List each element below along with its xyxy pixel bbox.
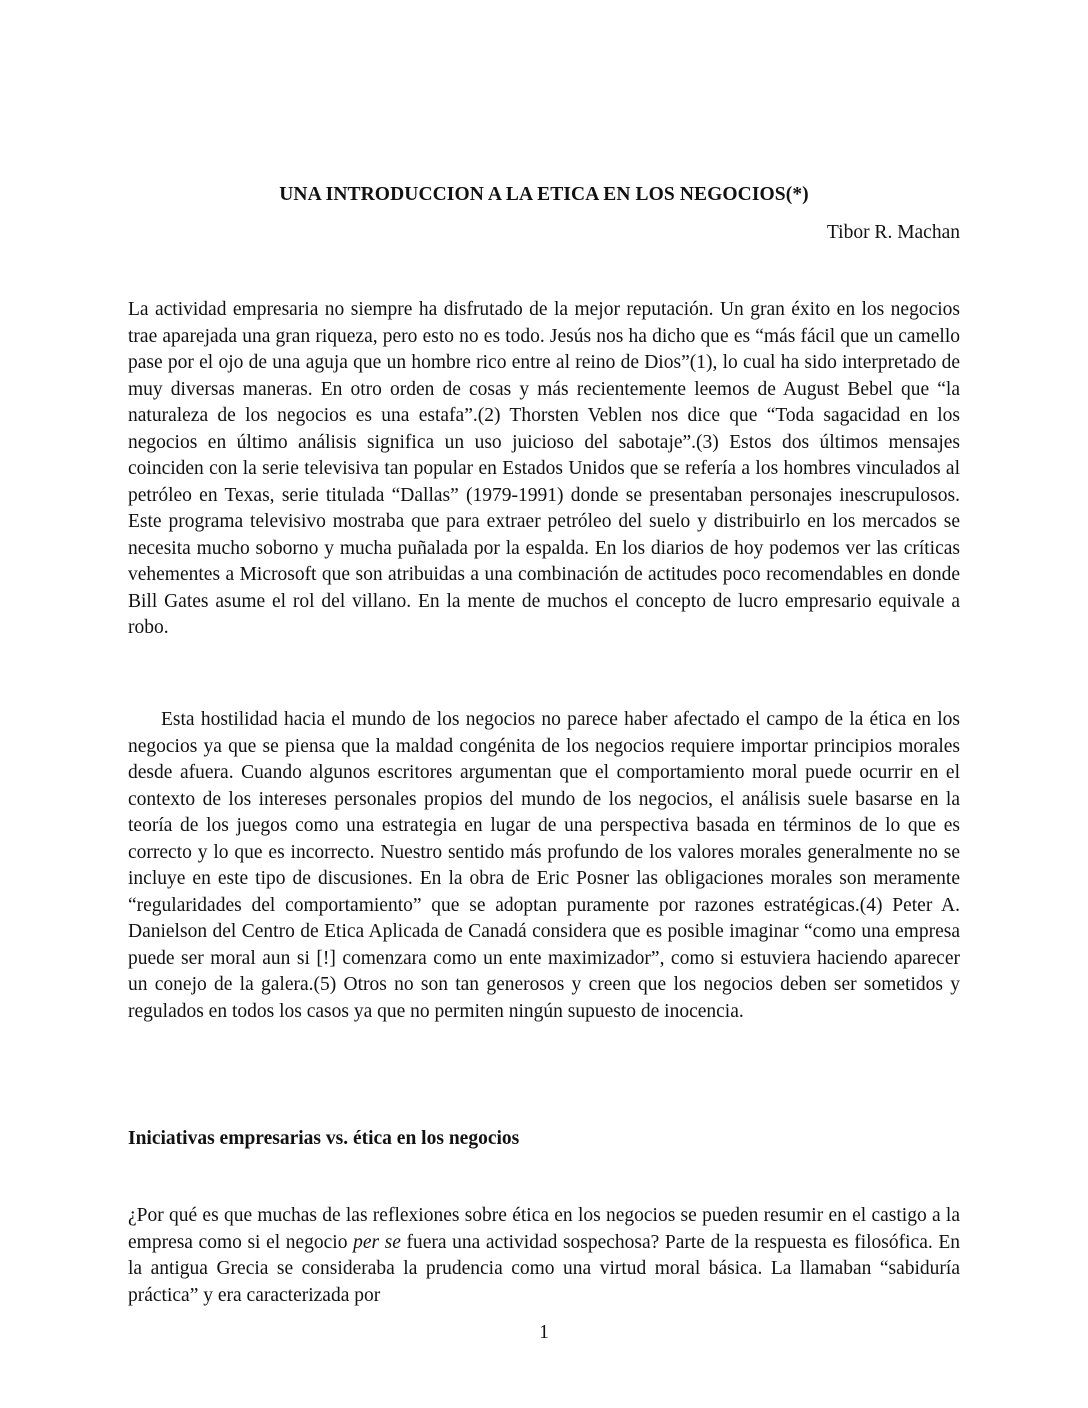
section-heading: Iniciativas empresarias vs. ética en los negocios <box>128 1128 520 1149</box>
paragraph-3 <box>128 1203 960 1309</box>
document-title: UNA INTRODUCCION A LA ETICA EN LOS NEGOCIOS(*) <box>279 184 809 205</box>
paragraph-3-italic-term: per se <box>353 1231 401 1253</box>
author-name: Tibor R. Machan <box>826 222 960 243</box>
page-number: 1 <box>539 1322 549 1343</box>
paragraph-3-text-start: ¿Por qué es que muchas de las reflexiones sobre ética en los negocios se pueden resumir en el castigo a la empresa como si el negocio <box>128 1205 960 1253</box>
paragraph-2: Esta hostilidad hacia el mundo de los negocios no parece haber afectado el campo de la ética en los negocios ya que se piensa que la maldad congénita de los negocios requiere importar principios morales desde afuera. Cuando algunos escritores argumentan que el comportamiento moral puede ocurrir en el contexto de los intereses personales propios del mundo de los negocios, el análisis suele basarse en la teoría de los juegos como una estrategia en lugar de una perspectiva basada en términos de lo que es correcto y lo que es incorrecto. Nuestro sentido más profundo de los valores morales generalmente no se incluye en este tipo de discusiones. En la obra de Eric Posner las obligaciones morales son meramente “regularidades del comportamiento” que se adoptan puramente por razones estratégicas.(4) Peter A. Danielson del Centro de Etica Aplicada de Canadá considera que es posible imaginar “como una empresa puede ser moral aun si [!] comenzara como un ente maximizador”, como si estuviera haciendo aparecer un conejo de la galera.(5) Otros no son tan generosos y creen que los negocios deben ser sometidos y regulados en todos los casos ya que no permiten ningún supuesto de inocencia. <box>128 709 960 1022</box>
paragraph-3-text-end: fuera una actividad sospechosa? Parte de la respuesta es filosófica. En la antigua Grecia se consideraba la prudencia como una virtud moral básica. La llamaban “sabiduría práctica” y era caracterizada por <box>128 1231 960 1306</box>
paragraph-1: La actividad empresaria no siempre ha disfrutado de la mejor reputación. Un gran éxito en los negocios trae aparejada una gran riqueza, pero esto no es todo. Jesús nos ha dicho que es “más fácil que un camello pase por el ojo de una aguja que un hombre rico entre al reino de Dios”(1), lo cual ha sido interpretado de muy diversas maneras. En otro orden de cosas y más recientemente leemos de August Bebel que “la naturaleza de los negocios es una estafa”.(2) Thorsten Veblen nos dice que “Toda sagacidad en los negocios en último análisis significa un uso juicioso del sabotaje”.(3) Estos dos últimos mensajes coinciden con la serie televisiva tan popular en Estados Unidos que se refería a los hombres vinculados al petróleo en Texas, serie titulada “Dallas” (1979-1991) donde se presentaban personajes inescrupulosos. Este programa televisivo mostraba que para extraer petróleo del suelo y distribuirlo en los mercados se necesita mucho soborno y mucha puñalada por la espalda. En los diarios de hoy podemos ver las críticas vehementes a Microsoft que son atribuidas a una combinación de actitudes poco recomendables en donde Bill Gates asume el rol del villano. En la mente de muchos el concepto de lucro empresario equivale a robo. <box>128 299 960 638</box>
